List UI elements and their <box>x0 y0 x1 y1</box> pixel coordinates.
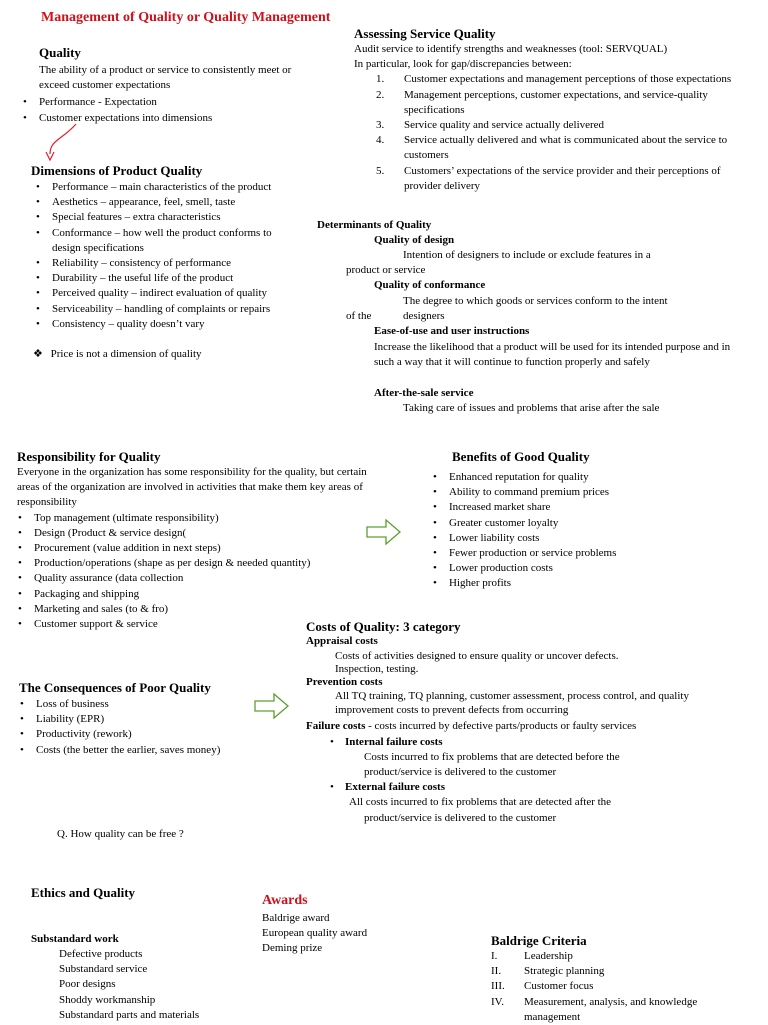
dimension-item: • Conformance – how well the product conforms to design specifications <box>33 226 281 256</box>
responsibility-intro: Everyone in the organization has some responsibility for the quality, but certain areas of the organization are involved in activities that make them key areas of responsibility <box>17 466 367 509</box>
substandard-list <box>59 947 199 1023</box>
ethics-heading: Ethics and Quality <box>31 885 136 900</box>
prevention-text: All TQ training, TQ planning, customer assessment, process control, and quality improvement costs to prevent defects from occurring <box>335 690 689 716</box>
appraisal-text: Costs of activities designed to ensure quality or uncover defects. <box>335 650 619 662</box>
award-item: European quality award <box>262 927 368 940</box>
service-quality-line1: Audit service to identify strengths and weaknesses (tool: SERVQUAL) <box>354 43 668 55</box>
baldrige-item: III. Customer focus <box>491 980 594 993</box>
ease-text: Increase the likelihood that a product will be used for its intended purpose and in such a way that it will continue to function properly and safely <box>374 341 731 369</box>
benefit-item: • Enhanced reputation for quality <box>430 470 730 485</box>
appraisal-text2: Inspection, testing. <box>335 663 419 675</box>
dimension-item: • Consistency – quality doesn’t vary <box>33 317 281 332</box>
appraisal-title: Appraisal costs <box>306 635 378 647</box>
diamond-bullet-icon: ❖ <box>33 348 43 361</box>
service-quality-line2: In particular, look for gap/discrepancies between: <box>354 58 572 71</box>
internal-line2: product/service is delivered to the customer <box>364 766 557 778</box>
dimension-item: • Special features – extra characteristics <box>33 210 281 225</box>
conformance-line2a: of the <box>346 310 372 322</box>
award-item: Baldrige award <box>262 912 330 924</box>
dimensions-section <box>31 162 281 362</box>
consequences-section <box>19 679 264 758</box>
bullet-icon: • <box>330 781 334 793</box>
consequence-item: • Productivity (rework) <box>17 727 264 742</box>
after-sale-text: Taking care of issues and problems that arise after the sale <box>403 402 660 414</box>
conformance-line1: The degree to which goods or services conform to the intent <box>403 295 668 307</box>
design-line1: Intention of designers to include or exclude features in a <box>403 249 651 261</box>
benefit-item: • Greater customer loyalty <box>430 516 730 531</box>
gap-item: 4. Service actually delivered and what is communicated about the service to customers <box>376 134 728 162</box>
awards-list <box>262 911 367 957</box>
quality-bullet: • Customer expectations into dimensions <box>20 111 304 126</box>
external-line1: All costs incurred to fix problems that are detected after the <box>349 796 612 808</box>
dimension-item: • Serviceability – handling of complaints or repairs <box>33 302 281 317</box>
substandard-item: Substandard service <box>59 963 148 976</box>
consequences-heading: The Consequences of Poor Quality <box>19 680 211 695</box>
failure-line <box>306 719 636 734</box>
benefit-item: • Higher profits <box>430 576 730 591</box>
awards-heading: Awards <box>262 893 308 908</box>
award-item: Deming prize <box>262 942 323 955</box>
consequence-item: • Liability (EPR) <box>17 712 264 727</box>
page-title: Management of Quality or Quality Management <box>41 10 331 25</box>
responsibility-item: • Marketing and sales (to & fro) <box>15 602 389 617</box>
after-sale-title: After-the-sale service <box>374 387 474 399</box>
baldrige-list <box>491 949 741 1025</box>
prevention-title: Prevention costs <box>306 676 383 688</box>
quality-definition: The ability of a product or service to consistently meet or exceed customer expectations <box>39 64 292 92</box>
external-title: External failure costs <box>345 781 446 793</box>
dimensions-heading: Dimensions of Product Quality <box>31 163 203 178</box>
price-note <box>31 347 281 362</box>
consequence-item: • Costs (the better the earlier, saves money) <box>17 743 264 758</box>
responsibility-item: • Procurement (value addition in next steps) <box>15 541 389 556</box>
responsibility-item: • Customer support & service <box>15 617 389 632</box>
dimension-item: • Perceived quality – indirect evaluation of quality <box>33 286 281 301</box>
design-title: Quality of design <box>374 234 455 246</box>
bullet-icon: • <box>330 736 334 748</box>
external-line2: product/service is delivered to the customer <box>364 812 557 824</box>
determinants-heading: Determinants of Quality <box>317 219 432 231</box>
benefit-item: • Ability to command premium prices <box>430 485 730 500</box>
baldrige-item: I. Leadership <box>491 950 573 962</box>
quality-section <box>39 44 304 126</box>
responsibility-heading: Responsibility for Quality <box>17 449 161 464</box>
gap-item: 3. Service quality and service actually delivered <box>376 119 605 132</box>
conformance-title: Quality of conformance <box>374 279 486 291</box>
substandard-item: Shoddy workmanship <box>59 993 156 1006</box>
responsibility-item: • Top management (ultimate responsibility) <box>15 511 389 526</box>
dimension-item: • Performance – main characteristics of the product <box>33 180 281 195</box>
curved-arrow-icon <box>42 120 82 162</box>
gap-item: 5. Customers’ expectations of the service provider and their perceptions of provider delivery <box>376 164 721 192</box>
right-arrow-icon <box>254 693 290 719</box>
conformance-line2b: designers <box>403 310 445 322</box>
benefit-item: • Lower production costs <box>430 561 730 576</box>
question-text: Q. How quality can be free ? <box>57 828 184 840</box>
quality-heading: Quality <box>39 45 81 60</box>
benefit-item: • Fewer production or service problems <box>430 546 730 561</box>
substandard-item: Substandard parts and materials <box>59 1008 200 1021</box>
consequence-item: • Loss of business <box>17 697 264 712</box>
gap-item: 1. Customer expectations and management perceptions of those expectations <box>376 73 732 86</box>
baldrige-heading: Baldrige Criteria <box>491 933 587 948</box>
responsibility-item: • Packaging and shipping <box>15 587 389 602</box>
gap-item: 2. Management perceptions, customer expectations, and service-quality specifications <box>376 88 708 116</box>
responsibility-item: • Quality assurance (data collection <box>15 571 389 586</box>
service-quality-heading: Assessing Service Quality <box>354 26 496 41</box>
baldrige-item: II. Strategic planning <box>491 965 605 978</box>
responsibility-section <box>17 448 389 632</box>
ease-title: Ease-of-use and user instructions <box>374 325 530 337</box>
baldrige-item: IV. Measurement, analysis, and knowledge management <box>491 995 698 1023</box>
service-quality-section <box>354 25 736 194</box>
price-note-text: Price is not a dimension of quality <box>50 348 202 361</box>
right-arrow-icon <box>366 519 402 545</box>
dimension-item: • Aesthetics – appearance, feel, smell, taste <box>33 195 281 210</box>
quality-bullet: • Performance - Expectation <box>20 95 304 110</box>
benefits-heading: Benefits of Good Quality <box>452 449 590 464</box>
benefit-item: • Lower liability costs <box>430 531 730 546</box>
responsibility-item: • Design (Product & service design( <box>15 526 389 541</box>
dimension-item: • Reliability – consistency of performance <box>33 256 281 271</box>
failure-title: Failure costs <box>306 720 366 732</box>
benefits-list <box>430 470 730 592</box>
internal-title: Internal failure costs <box>345 736 443 748</box>
responsibility-item: • Production/operations (shape as per design & needed quantity) <box>15 556 389 571</box>
substandard-item: Defective products <box>59 948 143 960</box>
internal-line1: Costs incurred to fix problems that are detected before the <box>364 751 620 763</box>
dimension-item: • Durability – the useful life of the product <box>33 271 281 286</box>
failure-text: - costs incurred by defective parts/products or faulty services <box>365 720 637 732</box>
costs-heading: Costs of Quality: 3 category <box>306 619 461 634</box>
substandard-heading: Substandard work <box>31 933 119 945</box>
design-line2: product or service <box>346 264 426 276</box>
substandard-item: Poor designs <box>59 978 116 991</box>
benefit-item: • Increased market share <box>430 500 730 515</box>
